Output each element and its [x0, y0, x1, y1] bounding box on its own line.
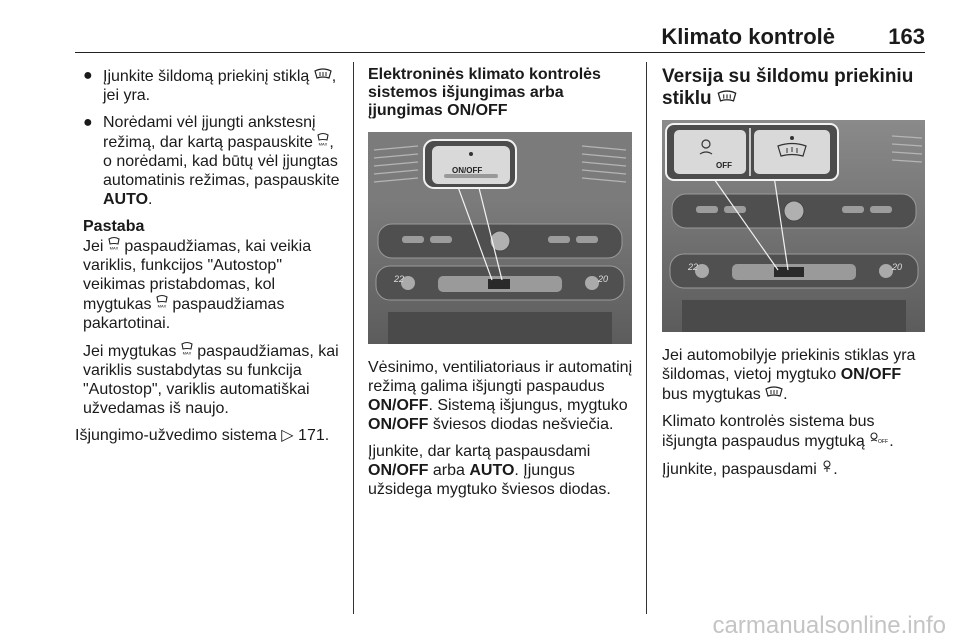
right-temp-label: 20: [598, 274, 609, 284]
svg-text:MAX: MAX: [318, 141, 328, 146]
off-button-label: OFF: [716, 161, 732, 170]
section-heading: Elektroninės klimato kontrolės sistemos išjungimas arba įjungimas ON/OFF: [368, 66, 601, 119]
section-heading: Versija su šildomu priekiniu stiklu: [662, 66, 914, 109]
fan-off-icon: [869, 431, 889, 450]
cross-reference[interactable]: Išjungimo-užvedimo sistema ▷ 171.: [75, 427, 330, 444]
bullet-text: Įjunkite šildomą priekinį stiklą: [103, 68, 314, 85]
note-paragraph: Jei MAX paspaudžiamas, kai veikia variklis, funkcijos "Autostop" veikimas pristabdomas, kol mygtukas MAX paspaudžiamas pakartotinai.: [83, 238, 312, 332]
column-divider: [353, 62, 354, 614]
svg-text:MAX: MAX: [182, 350, 192, 355]
svg-text:MAX: MAX: [157, 303, 167, 308]
bullet-text: , o norėdami, kad būtų vėl įjungtas automatinis režimas, paspauskite: [103, 134, 340, 189]
left-temp-label: 22: [688, 262, 699, 272]
auto-label: AUTO: [103, 191, 149, 208]
onoff-button-label: ON/OFF: [452, 166, 483, 175]
column-left: [75, 66, 345, 453]
bullet-text: .: [148, 191, 153, 208]
bullet-item: [75, 113, 345, 209]
bullet-dot: ●: [83, 67, 93, 84]
climate-panel-illustration: [368, 132, 632, 344]
fan-icon: [821, 459, 833, 478]
column-right: [662, 66, 927, 487]
bullet-text: Norėdami vėl įjungti ankstesnį režimą, dar kartą paspauskite: [103, 114, 318, 151]
heated-windscreen-icon: [765, 384, 783, 403]
column-divider: [646, 62, 647, 614]
heated-windscreen-photo: [662, 120, 925, 332]
svg-text:MAX: MAX: [109, 245, 119, 250]
note-title: Pastaba: [83, 218, 145, 235]
climate-panel-illustration: [662, 120, 925, 332]
max-defrost-icon: [156, 294, 168, 313]
body-paragraph: Vėsinimo, ventiliatoriaus ir automatinį režimą galima išjungti paspaudus ON/OFF. Sistemą išjungus, mygtuko ON/OFF šviesos diodas nešviečia.: [368, 359, 633, 433]
max-defrost-icon: [108, 236, 120, 255]
body-paragraph: Klimato kontrolės sistema bus išjungta paspaudus mygtuką OFF .: [662, 413, 894, 450]
page-header: [75, 20, 925, 53]
max-defrost-icon: [317, 132, 329, 151]
bullet-dot: ●: [83, 114, 93, 131]
bullet-text: , jei yra.: [103, 68, 337, 104]
bullet-item: [75, 66, 345, 105]
climate-control-photo: [368, 132, 632, 344]
body-paragraph: Įjunkite, dar kartą paspausdami ON/OFF arba AUTO. Įjungus užsidega mygtuko šviesos diodas.: [368, 443, 611, 498]
max-defrost-icon: [181, 341, 193, 360]
heated-windscreen-icon: [717, 88, 737, 110]
page-title: Klimato kontrolė: [661, 24, 835, 49]
body-paragraph: Įjunkite, paspausdami .: [662, 461, 838, 478]
svg-text:OFF: OFF: [878, 439, 889, 445]
left-temp-label: 22: [394, 274, 405, 284]
right-temp-label: 20: [892, 262, 903, 272]
reference-arrow-icon: ▷: [281, 427, 294, 444]
note-paragraph: Jei mygtukas MAX paspaudžiamas, kai variklis sustabdytas su funkcija "Autostop", variklis automatiškai užvedamas iš naujo.: [83, 343, 339, 417]
note-box: [75, 217, 345, 418]
body-paragraph: Jei automobilyje priekinis stiklas yra šildomas, vietoj mygtuko ON/OFF bus mygtukas .: [662, 347, 916, 403]
watermark: carmanualsonline.info: [712, 612, 946, 639]
page-number: 163: [888, 24, 925, 49]
column-middle: [368, 66, 636, 507]
heated-windscreen-icon: [314, 66, 332, 85]
